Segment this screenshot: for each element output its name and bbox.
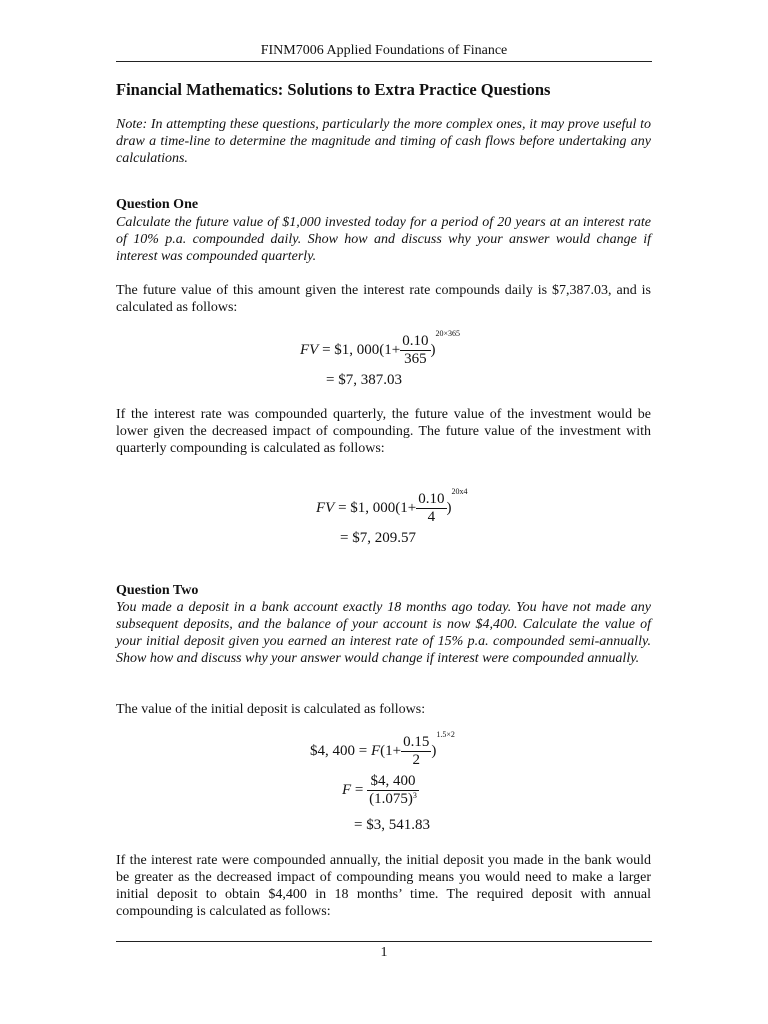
eq-close: ) xyxy=(430,341,436,358)
eq-denominator-exponent: 3 xyxy=(412,791,417,800)
eq-fraction xyxy=(400,333,430,368)
eq-exponent: 1.5×2 xyxy=(436,730,455,739)
eq-fraction xyxy=(367,773,419,808)
eq-denominator: 365 xyxy=(404,351,427,367)
equation-deposit-result: = $3, 541.83 xyxy=(354,817,430,833)
eq-lhs: FV xyxy=(300,341,319,358)
eq-var: F xyxy=(342,781,352,798)
page-number: 1 xyxy=(380,945,388,960)
question-one-text: Calculate the future value of $1,000 invested today for a period of 20 years at an interest rate of 10% p.a. compounded daily. Show how and discuss why your answer would change if interest was compounded quarterly. xyxy=(116,215,651,264)
eq-denominator: 2 xyxy=(412,752,420,768)
eq-var: F xyxy=(370,742,381,759)
equation-fv-quarterly-result: = $7, 209.57 xyxy=(340,530,416,546)
eq-exponent: 20x4 xyxy=(451,487,468,496)
eq-fraction xyxy=(401,734,431,769)
question-two-text: You made a deposit in a bank account exactly 18 months ago today. You have not made any subsequent deposits, and the balance of your account is now $4,400. Calculate the value of your initial deposit given you earned an interest rate of 15% p.a. compounded semi-annually. Show how and discuss why your answer would change if interest were compounded annually. xyxy=(116,600,651,666)
equation-deposit-line-1 xyxy=(310,730,455,769)
eq-close: ) xyxy=(446,499,452,516)
equation-deposit-line-2 xyxy=(342,773,419,808)
eq-fraction xyxy=(416,491,446,526)
eq-mid: (1+ xyxy=(380,742,402,759)
eq-denominator xyxy=(367,791,419,808)
eq-lhs: $4, 400 = xyxy=(310,742,368,759)
question-one-answer-2: If the interest rate was compounded quarterly, the future value of the investment would be lower given the decreased impact of compounding. The future value of the investment with quarterly compounding is calculated as follows: xyxy=(116,407,651,456)
eq-numerator: $4, 400 xyxy=(367,773,419,791)
question-two-heading: Question Two xyxy=(116,583,199,598)
eq-numerator: 0.10 xyxy=(402,333,429,349)
equation-fv-daily-result: = $7, 387.03 xyxy=(326,372,402,388)
eq-close: ) xyxy=(431,742,437,759)
eq-exponent: 20×365 xyxy=(435,329,461,338)
eq-numerator: 0.15 xyxy=(403,734,430,750)
eq-mid: = $1, 000(1+ xyxy=(338,499,417,516)
eq-denominator: 4 xyxy=(427,509,436,525)
footer-rule xyxy=(116,941,652,942)
note-paragraph: Note: In attempting these questions, particularly the more complex ones, it may prove useful to draw a time-line to determine the magnitude and timing of cash flows before undertaking any calculations. xyxy=(116,117,651,166)
question-one-heading: Question One xyxy=(116,197,199,212)
equation-fv-daily xyxy=(300,329,461,368)
question-two-answer-2: If the interest rate were compounded annually, the initial deposit you made in the bank would be greater as the decreased impact of compounding means you would need to make a larger initial deposit to obtain $4,400 in 18 months’ time. The required deposit with annual compounding is calculated as follows: xyxy=(116,853,651,919)
equation-fv-quarterly xyxy=(316,487,468,526)
eq-denominator-base: (1.075) xyxy=(369,791,413,807)
running-header: FINM7006 Applied Foundations of Finance xyxy=(260,43,508,58)
eq-mid: = $1, 000(1+ xyxy=(322,341,401,358)
eq-lhs: FV xyxy=(316,499,335,516)
question-one-answer-1: The future value of this amount given the interest rate compounds daily is $7,387.03, and is calculated as follows: xyxy=(116,283,651,315)
page-title: Financial Mathematics: Solutions to Extra Practice Questions xyxy=(116,80,551,99)
eq-equals: = xyxy=(354,781,364,798)
header-rule xyxy=(116,61,652,62)
eq-numerator: 0.10 xyxy=(418,491,445,507)
question-two-answer-1: The value of the initial deposit is calculated as follows: xyxy=(116,702,426,717)
